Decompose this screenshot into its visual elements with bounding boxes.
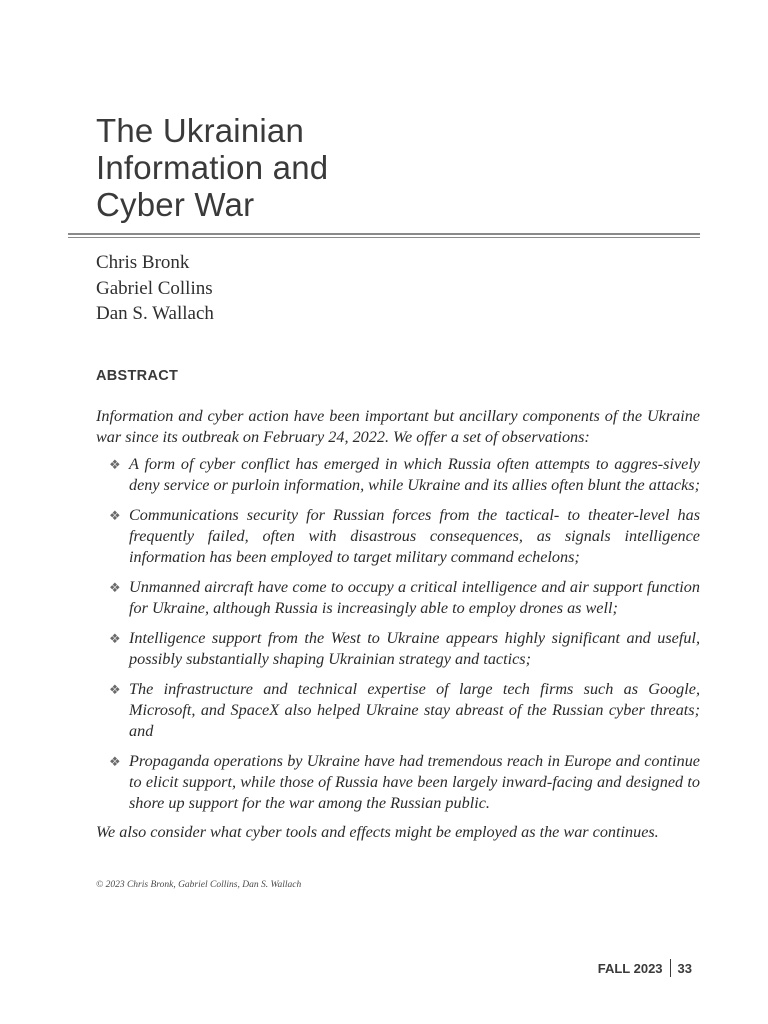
diamond-bullet-icon: ❖ xyxy=(109,632,121,647)
issue-label: FALL 2023 xyxy=(597,960,663,976)
observation-text: Propaganda operations by Ukraine have had tremendous reach in Europe and continue to elicit support, while those of Russia have been largely inward-facing and designed to shore up support for the war among the Russian public. xyxy=(129,752,700,812)
observation-item xyxy=(96,505,700,568)
author-name: Gabriel Collins xyxy=(96,277,213,299)
observation-item xyxy=(96,454,700,496)
observation-item xyxy=(96,751,700,814)
page-footer xyxy=(598,959,692,977)
abstract-closing: We also consider what cyber tools and effects might be employed as the war continues. xyxy=(96,823,659,841)
article-title xyxy=(96,112,616,223)
observation-item xyxy=(96,577,700,619)
abstract-heading: ABSTRACT xyxy=(96,368,179,384)
abstract-intro: Information and cyber action have been important but ancillary components of the Ukraine war since its outbreak on February 24, 2022. We offer a set of observations: xyxy=(96,407,700,446)
footer-separator xyxy=(670,959,671,977)
diamond-bullet-icon: ❖ xyxy=(109,458,121,473)
observation-text: Communications security for Russian forces from the tactical- to theater-level has frequently failed, often with disastrous consequences, as signals intelligence information has been employed to target military command echelons; xyxy=(129,506,700,566)
title-divider xyxy=(68,233,700,238)
title-line-2: Information and xyxy=(96,149,329,186)
author-name: Chris Bronk xyxy=(96,252,190,273)
diamond-bullet-icon: ❖ xyxy=(109,683,121,698)
observation-text: The infrastructure and technical expertise of large tech firms such as Google, Microsoft, and SpaceX also helped Ukraine stay abreast of the Russian cyber threats; and xyxy=(129,680,700,740)
observation-list xyxy=(96,454,700,814)
abstract-body xyxy=(96,406,700,843)
observation-item xyxy=(96,679,700,742)
copyright-notice: © 2023 Chris Bronk, Gabriel Collins, Dan S. Wallach xyxy=(96,880,302,890)
title-line-1: The Ukrainian xyxy=(96,112,305,149)
diamond-bullet-icon: ❖ xyxy=(109,581,121,596)
diamond-bullet-icon: ❖ xyxy=(109,509,121,524)
observation-text: Unmanned aircraft have come to occupy a critical intelligence and air support function for Ukraine, although Russia is increasingly able to employ drones as well; xyxy=(129,578,700,617)
diamond-bullet-icon: ❖ xyxy=(109,755,121,770)
observation-text: Intelligence support from the West to Ukraine appears highly significant and useful, possibly substantially shaping Ukrainian strategy and tactics; xyxy=(129,629,700,668)
page-number: 33 xyxy=(677,960,692,976)
author-list xyxy=(96,250,214,327)
author-name: Dan S. Wallach xyxy=(96,303,214,324)
observation-item xyxy=(96,628,700,670)
title-line-3: Cyber War xyxy=(96,186,255,223)
observation-text: A form of cyber conflict has emerged in which Russia often attempts to aggres-sively deny service or purloin information, while Ukraine and its allies often blunt the attacks; xyxy=(129,455,700,494)
